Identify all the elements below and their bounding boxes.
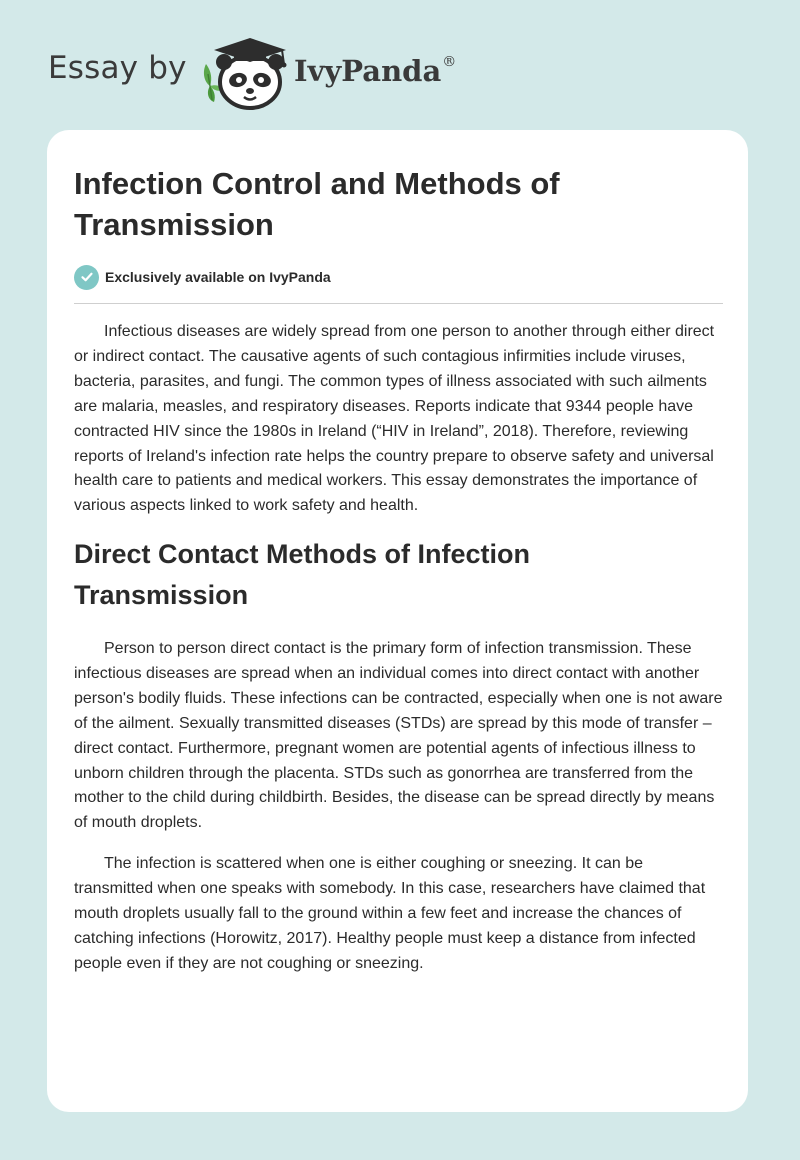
panda-graduate-icon[interactable] <box>200 34 296 110</box>
brand-name[interactable] <box>294 54 456 88</box>
site-header <box>48 30 508 110</box>
section-heading: Direct Contact Methods of Infection Transmission <box>74 539 531 610</box>
paragraph-intro: Infectious diseases are widely spread from one person to another through either direct or indirect contact. The causative agents of such contagious infirmities include viruses, bacteria, parasites, and fungi. The common types of illness associated with such ailments are malaria, measles, and respiratory diseases. Reports indicate that 9344 people have contracted HIV since the 1980s in Ireland (“HIV in Ireland”, 2018). Therefore, reviewing reports of Ireland's infection rate helps the country prepare to observe safety and universal health care to patients and medical workers. This essay demonstrates the importance of various aspects linked to work safety and health. <box>74 323 715 515</box>
exclusive-badge-label: Exclusively available on IvyPanda <box>105 269 331 285</box>
brand-text: IvyPanda <box>294 54 442 88</box>
registered-mark: ® <box>442 54 457 71</box>
page-title: Infection Control and Methods of Transmission <box>74 166 560 242</box>
essay-card <box>47 130 748 1112</box>
check-circle-icon <box>74 265 99 290</box>
paragraph-direct-contact: Person to person direct contact is the primary form of infection transmission. These infectious diseases are spread when an individual comes into direct contact with another person's bodily fluids. These infections can be contracted, especially when one is not aware of the ailment. Sexually transmitted diseases (STDs) are spread by this mode of transfer – direct contact. Furthermore, pregnant women are potential agents of infectious illness to unborn children through the placenta. STDs such as gonorrhea are transferred from the mother to the child during childbirth. Besides, the disease can be spread directly by means of mouth droplets. <box>74 640 723 832</box>
divider <box>74 303 723 304</box>
essay-by-label: Essay by <box>48 50 187 86</box>
exclusive-badge <box>74 264 331 290</box>
paragraph-droplets: The infection is scattered when one is either coughing or sneezing. It can be transmitted when one speaks with somebody. In this case, researchers have claimed that mouth droplets usually fall to the ground within a few feet and increase the chances of catching infections (Horowitz, 2017). Healthy people must keep a distance from infected people even if they are not coughing or sneezing. <box>74 855 706 972</box>
